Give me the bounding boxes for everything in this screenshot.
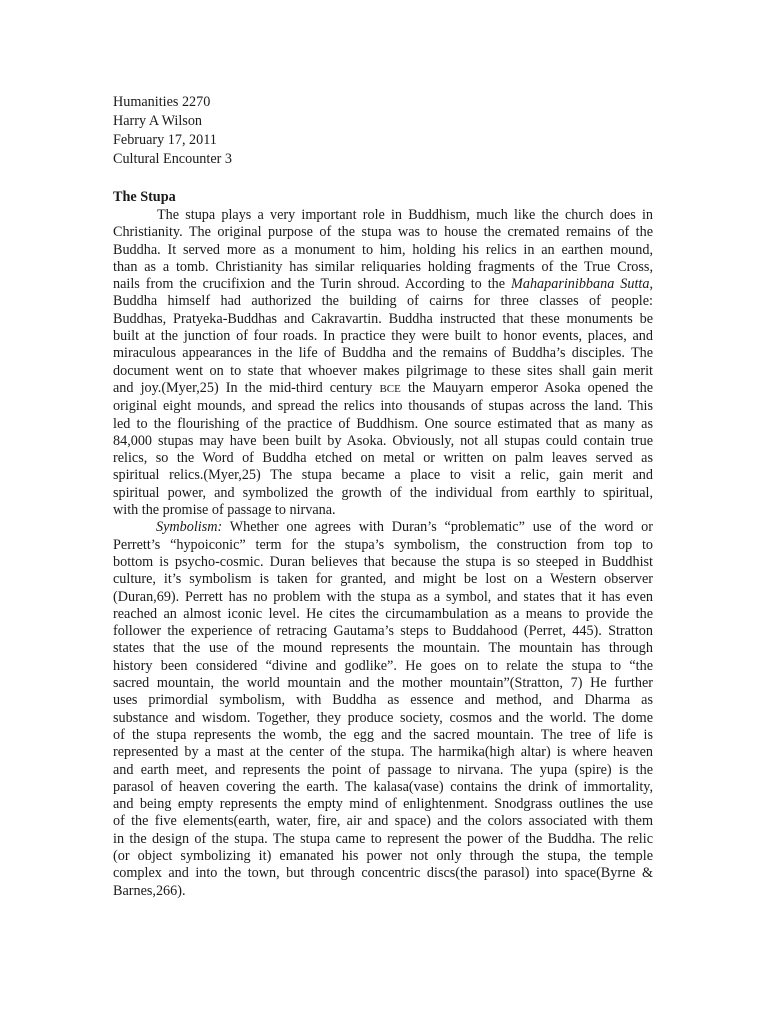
text-line: with the promise of passage to nirvana. (113, 502, 336, 519)
text-line: states that the use of the mound represents the mountain. The mountain has through (113, 640, 653, 657)
text-line: 84,000 stupas may have been built by Asoka. Obviously, not all stupas could contain true (113, 432, 653, 449)
text-line: relics, so the Word of Buddha etched on metal or written on palm leaves served as (113, 450, 653, 467)
text-line (113, 276, 653, 293)
text-line: Barnes,266). (113, 882, 186, 899)
assignment-line: Cultural Encounter 3 (113, 151, 232, 167)
text-line: of the five elements(earth, water, fire, air and space) and the colors associated with them (113, 813, 653, 830)
text-line: history been considered “divine and godlike”. He goes on to relate the stupa to “the (113, 657, 653, 674)
text-line: spiritual relics.(Myer,25) The stupa became a place to visit a relic, gain merit and (113, 467, 653, 484)
text-line: represented by a mast at the center of the stupa. The harmika(high altar) is where heaven (113, 744, 653, 761)
text-line (113, 380, 653, 398)
era-abbrev: BCE (379, 382, 401, 395)
text-line: led to the flourishing of the practice of Buddhism. One source estimated that as many as (113, 415, 653, 432)
text-run: nails from the crucifixion and the Turin shroud. According to the (113, 276, 512, 293)
sutta-title: Mahaparinibbana Sutta (511, 276, 650, 293)
text-line: and earth meet, and represents the point of passage to nirvana. The yupa (spire) is the (113, 761, 653, 778)
paragraph-symbolism (113, 519, 653, 900)
document-page (113, 93, 653, 900)
subheading-symbolism: Symbolism: (156, 519, 223, 536)
text-line (113, 519, 653, 536)
text-line: and being empty represents the empty mind of enlightenment. Snodgrass outlines the use (113, 796, 653, 813)
text-line: miraculous appearances in the life of Buddha and the remains of Buddha’s disciples. The (113, 345, 653, 362)
paragraph-stupa (113, 207, 653, 519)
text-line: uses primordial symbolism, with Buddha as essence and method, and Dharma as (113, 692, 653, 709)
date-line: February 17, 2011 (113, 132, 217, 148)
text-line: of the stupa represents the womb, the egg and the sacred mountain. The tree of life is (113, 726, 653, 743)
text-line: bottom is psycho-cosmic. Duran believes that because the stupa is so steeped in Buddhist (113, 553, 653, 570)
text-line: Christianity. The original purpose of the stupa was to house the cremated remains of the (113, 224, 653, 241)
text-line: in the design of the stupa. The stupa came to represent the power of the Buddha. The relic (113, 830, 653, 847)
text-line: Buddha himself had authorized the building of cairns for three classes of people: (113, 293, 653, 310)
text-line: built at the junction of four roads. In practice they were built to honor events, places, and (113, 328, 653, 345)
text-line: sacred mountain, the world mountain and the mother mountain”(Stratton, 7) He further (113, 675, 653, 692)
text-line: complex and into the town, but through concentric discs(the parasol) into space(Byrne & (113, 865, 653, 882)
text-line: Perrett’s “hypoiconic” term for the stupa’s symbolism, the construction from top to (113, 536, 653, 553)
text-run: Whether one agrees with Duran’s “problematic” use of the word or (222, 519, 653, 536)
course-line: Humanities 2270 (113, 94, 211, 110)
author-line: Harry A Wilson (113, 113, 203, 129)
text-line: original eight mounds, and spread the relics into thousands of stupas across the land. This (113, 398, 653, 415)
text-line: Buddhas, Pratyeka-Buddhas and Cakravartin. Buddha instructed that these monuments be (113, 310, 653, 327)
text-line: Buddha. It served more as a monument to him, holding his relics in an earthen mound, (113, 241, 653, 258)
text-line: spiritual power, and symbolized the growth of the individual from earthly to spiritual, (113, 484, 653, 501)
text-run: and joy.(Myer,25) In the mid-third century (113, 379, 380, 396)
text-line: follower the experience of retracing Gautama’s steps to Buddahood (Perret, 445). Stratton (113, 623, 653, 640)
text-line: document went on to state that whoever makes pilgrimage to these sites shall gain merit (113, 362, 653, 379)
text-line: The stupa plays a very important role in Buddhism, much like the church does in (157, 207, 653, 223)
text-line: culture, it’s symbolism is taken for granted, and might be lost on a Western observer (113, 571, 653, 588)
text-line: than as a tomb. Christianity has similar reliquaries holding fragments of the True Cross, (113, 258, 653, 275)
text-line: substance and wisdom. Together, they produce society, cosmos and the world. The dome (113, 709, 653, 726)
section-title: The Stupa (113, 189, 176, 205)
text-line: (or object symbolizing it) emanated his power not only through the stupa, the temple (113, 847, 653, 864)
text-line: reached an almost iconic level. He cites the circumambulation as a means to provide the (113, 605, 653, 622)
text-run: the Mauyarn emperor Asoka opened the (400, 379, 653, 396)
text-line: parasol of heaven covering the earth. The kalasa(vase) contains the drink of immortality, (113, 778, 653, 795)
text-line: (Duran,69). Perrett has no problem with the stupa as a symbol, and states that it has even (113, 588, 653, 605)
text-run: , (649, 276, 654, 293)
